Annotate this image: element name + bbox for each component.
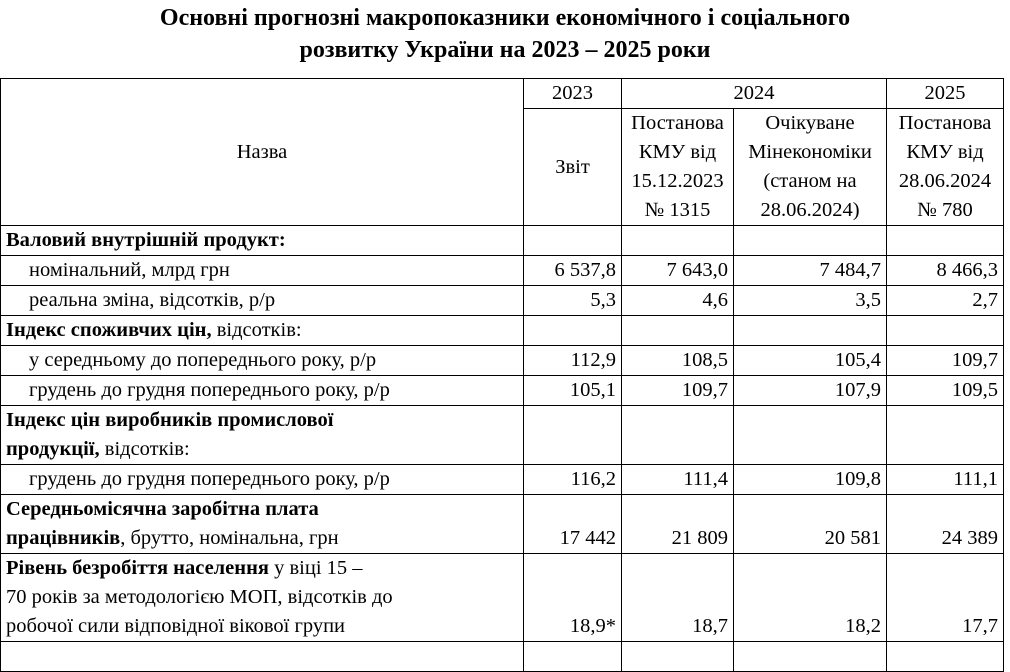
table-row bbox=[1, 346, 1004, 376]
cell-value: 18,2 bbox=[734, 554, 887, 642]
name-header-cell bbox=[1, 79, 524, 226]
macro-indicators-table bbox=[0, 78, 1004, 672]
cell-value: 20 581 bbox=[734, 495, 887, 554]
cell-value: 17,7 bbox=[887, 554, 1004, 642]
cell-value: 5,3 bbox=[524, 286, 622, 316]
year-2023-header: 2023 bbox=[524, 79, 622, 109]
document-title bbox=[0, 2, 1010, 66]
cell-value: 3,5 bbox=[734, 286, 887, 316]
resolution-2023-header: Постанова КМУ від 15.12.2023 № 1315 bbox=[622, 109, 734, 226]
ppi-dec-label: грудень до грудня попереднього року, р/р bbox=[1, 465, 524, 495]
cell-value: 112,9 bbox=[524, 346, 622, 376]
cell-value: 6 537,8 bbox=[524, 256, 622, 286]
table-row bbox=[1, 256, 1004, 286]
cell-value: 109,7 bbox=[887, 346, 1004, 376]
cell-value: 4,6 bbox=[622, 286, 734, 316]
ppi-title: Індекс цін виробників промислової продукції, відсотків: bbox=[1, 406, 524, 465]
table-row bbox=[1, 226, 1004, 256]
expected-ministry-header: Очікуване Мінекономіки (станом на 28.06.2024) bbox=[734, 109, 887, 226]
cell-value: 18,9* bbox=[524, 554, 622, 642]
cell-value: 24 389 bbox=[887, 495, 1004, 554]
header-year-row bbox=[1, 79, 1004, 109]
cell-value: 111,4 bbox=[622, 465, 734, 495]
unemployment-title: Рівень безробіття населення у віці 15 – 70 років за методологією МОП, відсотків до робочої сили відповідної вікової групи bbox=[1, 554, 524, 642]
cell-value: 8 466,3 bbox=[887, 256, 1004, 286]
table-row bbox=[1, 376, 1004, 406]
resolution-2024-header: Постанова КМУ від 28.06.2024 № 780 bbox=[887, 109, 1004, 226]
title-line-2: розвитку України на 2023 – 2025 роки bbox=[299, 37, 711, 63]
table-row-partial bbox=[1, 642, 1004, 672]
report-header: Звіт bbox=[524, 109, 622, 226]
cell-value: 109,8 bbox=[734, 465, 887, 495]
year-2025-header: 2025 bbox=[887, 79, 1004, 109]
gdp-real-label: реальна зміна, відсотків, р/р bbox=[1, 286, 524, 316]
gdp-title: Валовий внутрішній продукт: bbox=[1, 226, 524, 256]
wage-title: Середньомісячна заробітна плата працівників, брутто, номінальна, грн bbox=[1, 495, 524, 554]
cell-value: 18,7 bbox=[622, 554, 734, 642]
cell-value: 7 643,0 bbox=[622, 256, 734, 286]
cell-value: 109,7 bbox=[622, 376, 734, 406]
cpi-avg-label: у середньому до попереднього року, р/р bbox=[1, 346, 524, 376]
table-row bbox=[1, 495, 1004, 554]
table-row bbox=[1, 406, 1004, 465]
table-row bbox=[1, 316, 1004, 346]
year-2024-header: 2024 bbox=[622, 79, 887, 109]
table-row bbox=[1, 554, 1004, 642]
cell-value: 109,5 bbox=[887, 376, 1004, 406]
cell-value: 105,1 bbox=[524, 376, 622, 406]
gdp-nominal-label: номінальний, млрд грн bbox=[1, 256, 524, 286]
cell-value: 116,2 bbox=[524, 465, 622, 495]
cell-value: 21 809 bbox=[622, 495, 734, 554]
cell-value: 7 484,7 bbox=[734, 256, 887, 286]
cell-value: 108,5 bbox=[622, 346, 734, 376]
cell-value: 105,4 bbox=[734, 346, 887, 376]
table-row bbox=[1, 286, 1004, 316]
name-header: Назва bbox=[236, 140, 288, 163]
title-line-1: Основні прогнозні макропоказники економічного і соціального bbox=[159, 5, 851, 31]
cell-value: 17 442 bbox=[524, 495, 622, 554]
cell-value: 111,1 bbox=[887, 465, 1004, 495]
cell-value: 2,7 bbox=[887, 286, 1004, 316]
cpi-title: Індекс споживчих цін, відсотків: bbox=[1, 316, 524, 346]
cell-value: 107,9 bbox=[734, 376, 887, 406]
table-row bbox=[1, 465, 1004, 495]
cpi-dec-label: грудень до грудня попереднього року, р/р bbox=[1, 376, 524, 406]
